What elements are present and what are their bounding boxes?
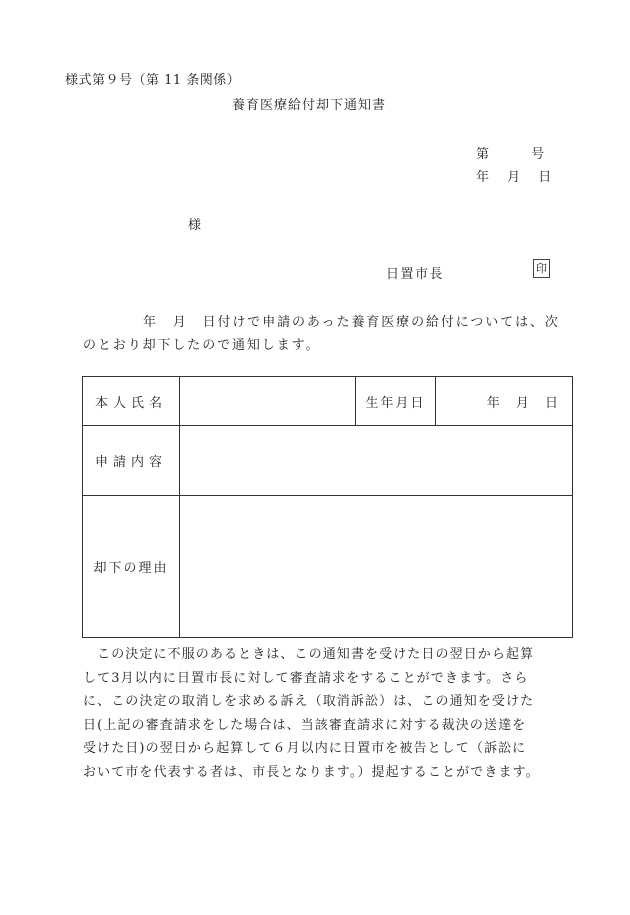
content-value [180,426,573,496]
intro-line-1: 年 月 日付けで申請のあった養育医療の給付については、次 [143,315,560,330]
content-label: 申請内容 [83,426,180,496]
form-number: 様式第９号（第 11 条関係） [65,73,241,88]
info-table [82,376,573,638]
document-number: 第 号 [476,147,545,162]
notice-line: して3月以内に日置市長に対して審査請求をすることができます。さら [83,670,529,686]
name-label: 本人氏名 [83,377,180,426]
notice-line: 受けた日)の翌日から起算して６月以内に日置市を被告として（訴訟に [83,741,527,756]
seal-mark: 印 [533,259,550,278]
table-row-content [83,426,573,496]
document-title: 養育医療給付却下通知書 [232,98,387,113]
birth-label: 生年月日 [356,377,436,426]
notice-line: に、この決定の取消しを求める訴え（取消訴訟）は、この通知を受けた [83,694,535,709]
appeal-notice [83,643,578,784]
reason-label: 却下の理由 [83,496,180,638]
notice-line: おいて市を代表する者は、市長となります。）提起することができます。 [83,764,540,780]
name-value [180,377,356,426]
table-row-name [83,377,573,426]
intro-line-2: のとおり却下したので通知します。 [83,338,321,353]
birth-value: 年 月 日 [436,377,573,426]
notice-line: この決定に不服のあるときは、この通知書を受けた日の翌日から起算 [83,647,535,662]
recipient-honorific: 様 [188,218,202,233]
sender-name: 日置市長 [386,267,445,282]
table-row-reason [83,496,573,638]
notice-line: 日(上記の審査請求をした場合は、当該審査請求に対する裁決の送達を [83,717,527,733]
issue-date: 年 月 日 [476,170,552,185]
reason-value [180,496,573,638]
